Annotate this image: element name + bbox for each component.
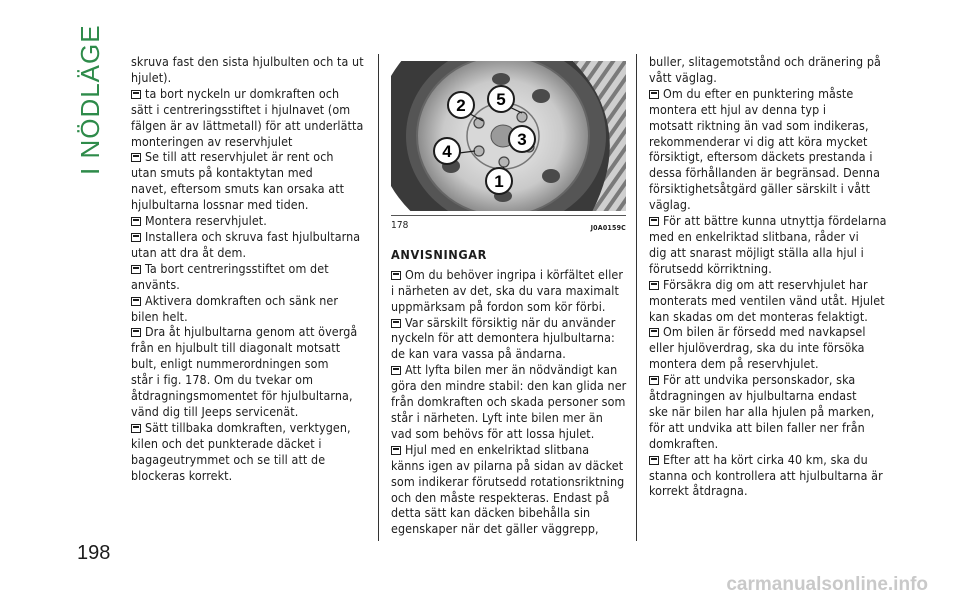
- text-line: [131, 86, 366, 102]
- bullet-icon: [391, 366, 401, 375]
- text-line: [391, 362, 626, 378]
- text-line: motsatt riktning än vad som indikeras,: [649, 117, 869, 133]
- text-line: rekommenderar vi dig att köra mycket: [649, 133, 868, 149]
- text-line: väglag.: [649, 197, 691, 213]
- text-line: Försäkra dig om att reservhjulet har: [663, 276, 868, 292]
- text-line: [131, 261, 366, 277]
- text-line: korrekt åtdragna.: [649, 483, 748, 499]
- text-line: kan skadas om det monteras felaktigt.: [649, 308, 868, 324]
- text-line: Montera reservhjulet.: [145, 213, 267, 229]
- text-line: uppmärksam på fordon som kör förbi.: [391, 298, 606, 314]
- bullet-paragraph: [131, 293, 366, 325]
- figure-number: 178: [391, 220, 409, 231]
- warnings-heading: ANVISNINGAR: [391, 246, 487, 262]
- column-divider-right: [636, 54, 637, 541]
- text-line: från domkraften och skada personer som: [391, 394, 626, 410]
- text-line: [649, 277, 886, 293]
- text-column-3: [649, 54, 886, 499]
- text-line: använts.: [131, 276, 180, 292]
- text-line: domkraften.: [649, 435, 719, 451]
- text-line: skruva fast den sista hjulbulten och ta ut: [131, 54, 364, 69]
- bullet-icon: [649, 376, 659, 385]
- bolt-label-4: 4: [442, 142, 452, 161]
- section-title: I NÖDLÄGE: [75, 24, 105, 175]
- text-line: navet, eftersom smuts kan orsaka att: [131, 181, 345, 197]
- text-line: dig att snarast möjligt ställa alla hjul i: [649, 244, 864, 260]
- text-line: göra den mindre stabil: den kan glida ner: [391, 378, 627, 394]
- text-line: monterats med ventilen vänd utåt. Hjulet: [649, 292, 885, 308]
- text-line: [131, 149, 366, 165]
- text-line: monteringen av reservhjulet: [131, 133, 293, 149]
- text-line: dessa förhållanden är begränsad. Denna: [649, 165, 881, 181]
- column-divider-left: [378, 54, 379, 541]
- text-line: nyckeln för att demontera hjulbultarna:: [391, 330, 615, 346]
- bullet-icon: [649, 90, 659, 99]
- text-line: kilen och det punkterade däcket i: [131, 435, 322, 451]
- bolt-label-5: 5: [496, 90, 506, 109]
- text-line: [131, 324, 366, 340]
- text-line: [131, 293, 366, 309]
- text-line: fälgen är av lättmetall) för att underlätta: [131, 117, 364, 133]
- wheel-bolt-order-diagram: [391, 61, 626, 211]
- paragraph: [131, 54, 366, 86]
- text-line: detta sätt kan däcken bibehålla sin: [391, 505, 591, 521]
- text-line: Efter att ha kört cirka 40 km, ska du: [663, 451, 868, 467]
- bullet-paragraph: [649, 324, 886, 372]
- figure-code: J0A0159C: [590, 224, 626, 232]
- bullet-paragraph: [649, 452, 886, 500]
- wheel-figure: [391, 61, 626, 211]
- bullet-icon: [649, 217, 659, 226]
- bullet-icon: [131, 265, 141, 274]
- text-line: Se till att reservhjulet är rent och: [145, 149, 334, 165]
- text-line: stanna och kontrollera att hjulbultarna är: [649, 467, 883, 483]
- text-line: blockeras korrekt.: [131, 467, 233, 483]
- text-line: sätt i centreringsstiftet i hjulnavet (om: [131, 101, 351, 117]
- text-line: som indikerar förutsedd rotationsriktning: [391, 473, 625, 489]
- text-line: [131, 229, 366, 245]
- text-line: står i närheten. Lyft inte bilen mer än: [391, 409, 603, 425]
- text-line: För att undvika personskador, ska: [663, 372, 856, 388]
- bullet-icon: [649, 328, 659, 337]
- bullet-icon: [131, 297, 141, 306]
- bullet-icon: [131, 424, 141, 433]
- text-line: utan att dra åt dem.: [131, 244, 247, 260]
- bullet-paragraph: [131, 229, 366, 261]
- bolt-label-2: 2: [456, 96, 466, 115]
- text-line: Ta bort centreringsstiftet om det: [145, 260, 329, 276]
- text-line: och den måste respekteras. Endast på: [391, 489, 610, 505]
- text-line: åtdragningsmomentet för hjulbultarna,: [131, 388, 353, 404]
- text-line: utan smuts på kontaktytan med: [131, 165, 313, 181]
- text-line: försiktighetsåtgärd gäller särskilt i vått: [649, 181, 871, 197]
- text-line: hjulet).: [131, 69, 172, 85]
- text-line: står i fig. 178. Om du tvekar om: [131, 372, 314, 388]
- text-line: egenskaper när det gäller väggrepp,: [391, 521, 599, 537]
- figure-caption: [391, 215, 626, 237]
- text-line: vad som behövs för att lossa hjulet.: [391, 425, 595, 441]
- bullet-paragraph: [649, 372, 886, 452]
- text-column-2: [391, 56, 626, 537]
- bullet-paragraph: [391, 267, 626, 315]
- text-line: [391, 315, 626, 331]
- text-line: Att lyfta bilen mer än nödvändigt kan: [405, 362, 618, 378]
- text-line: För att bättre kunna utnyttja fördelarna: [663, 213, 887, 229]
- text-line: bilen helt.: [131, 308, 188, 324]
- text-line: [649, 213, 886, 229]
- bullet-paragraph: [131, 213, 366, 229]
- text-line: Om bilen är försedd med navkapsel: [663, 324, 866, 340]
- page-number: 198: [77, 542, 111, 564]
- paragraph: [649, 54, 886, 86]
- watermark: carmanualsonline.info: [726, 574, 928, 595]
- text-line: ske när bilen har alla hjulen på marken,: [649, 403, 875, 419]
- text-line: ta bort nyckeln ur domkraften och: [145, 85, 340, 101]
- text-line: åtdragningen av hjulbultarna endast: [649, 388, 857, 404]
- bullet-icon: [391, 271, 401, 280]
- text-line: i närheten av det, ska du vara maximalt: [391, 282, 619, 298]
- text-line: [391, 442, 626, 458]
- bullet-paragraph: [649, 277, 886, 325]
- text-line: hjulbultarna lossnar med tiden.: [131, 197, 309, 213]
- text-line: montera dem på reservhjulet.: [649, 356, 819, 372]
- bullet-icon: [391, 446, 401, 455]
- text-line: bagageutrymmet och se till att de: [131, 451, 326, 467]
- bullet-icon: [131, 233, 141, 242]
- text-line: [131, 213, 366, 229]
- text-line: de kan vara vassa på ändarna.: [391, 346, 566, 362]
- bullet-paragraph: [131, 420, 366, 484]
- bullet-paragraph: [391, 362, 626, 442]
- bolt-label-1: 1: [494, 172, 504, 191]
- bullet-paragraph: [649, 86, 886, 213]
- text-line: Sätt tillbaka domkraften, verktygen,: [145, 419, 351, 435]
- text-line: Om du efter en punktering måste: [663, 85, 854, 101]
- bolt-label-3: 3: [517, 130, 527, 149]
- text-line: montera ett hjul av denna typ i: [649, 101, 827, 117]
- bullet-paragraph: [131, 261, 366, 293]
- text-line: vått väglag.: [649, 69, 717, 85]
- text-line: [649, 452, 886, 468]
- text-line: försiktigt, eftersom däckets prestanda i: [649, 149, 873, 165]
- bullet-paragraph: [131, 86, 366, 150]
- bullet-paragraph: [391, 442, 626, 537]
- text-line: Aktivera domkraften och sänk ner: [145, 292, 339, 308]
- bullet-paragraph: [391, 315, 626, 363]
- text-line: [649, 372, 886, 388]
- bullet-icon: [391, 319, 401, 328]
- text-line: [649, 86, 886, 102]
- bullet-icon: [131, 217, 141, 226]
- text-column-1: [131, 54, 366, 483]
- text-line: [649, 324, 886, 340]
- text-line: Om du behöver ingripa i körfältet eller: [405, 266, 624, 282]
- text-line: [391, 267, 626, 283]
- text-line: Var särskilt försiktig när du använder: [405, 314, 616, 330]
- text-line: Dra åt hjulbultarna genom att övergå: [145, 324, 358, 340]
- bullet-paragraph: [131, 149, 366, 213]
- text-line: från en hjulbult till diagonalt motsatt: [131, 340, 341, 356]
- bullet-icon: [131, 153, 141, 162]
- text-line: vänd dig till Jeeps servicenät.: [131, 403, 299, 419]
- bullet-icon: [131, 328, 141, 337]
- text-line: eller hjulöverdrag, ska du inte försöka: [649, 340, 865, 356]
- text-line: Hjul med en enkelriktad slitbana: [405, 441, 590, 457]
- text-line: buller, slitagemotstånd och dränering på: [649, 54, 881, 69]
- text-line: [131, 420, 366, 436]
- text-line: med en enkelriktad slitbana, råder vi: [649, 228, 859, 244]
- text-line: känns igen av pilarna på sidan av däcket: [391, 457, 624, 473]
- bullet-icon: [131, 90, 141, 99]
- bullet-paragraph: [649, 213, 886, 277]
- text-line: bult, enligt nummerordningen som: [131, 356, 329, 372]
- bullet-icon: [649, 456, 659, 465]
- text-line: Installera och skruva fast hjulbultarna: [145, 228, 361, 244]
- text-line: för att undvika att bilen faller ner från: [649, 419, 865, 435]
- bullet-icon: [649, 281, 659, 290]
- bullet-paragraph: [131, 324, 366, 419]
- text-line: förutsedd körriktning.: [649, 260, 772, 276]
